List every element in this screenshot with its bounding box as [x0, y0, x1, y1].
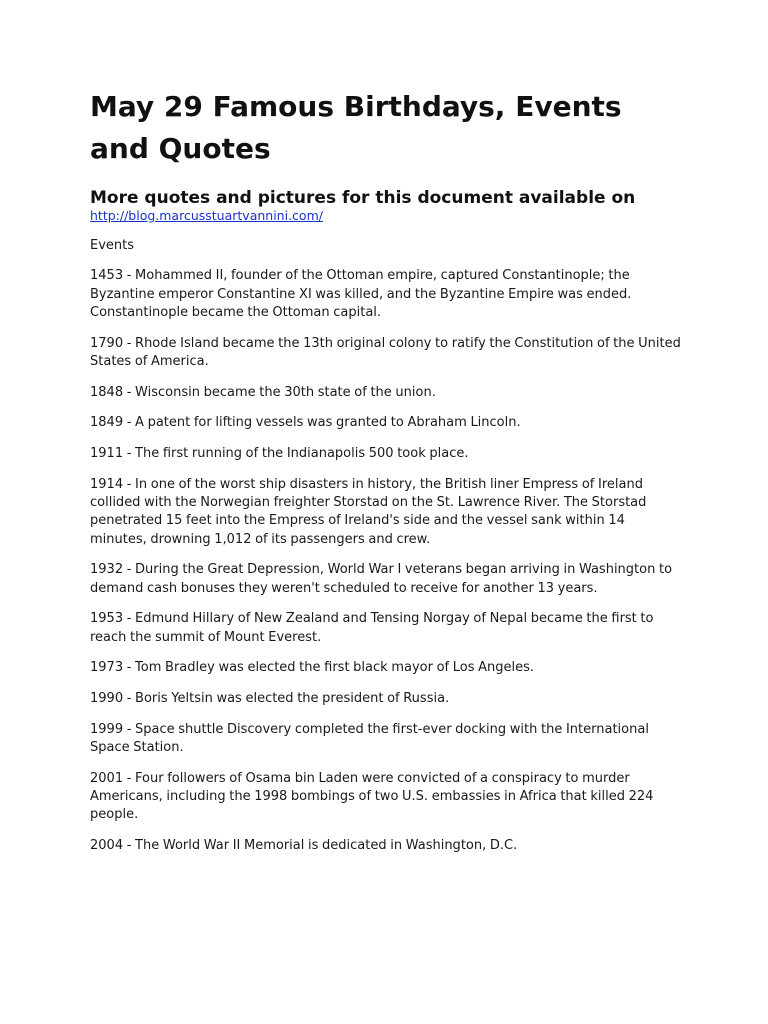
event-item: 2004 - The World War II Memorial is dedicated in Washington, D.C.	[90, 837, 518, 853]
section-label-events: Events	[90, 238, 135, 253]
event-item: 1790 - Rhode Island became the 13th original colony to ratify the Constitution of the United States of America.	[90, 335, 681, 369]
event-item: 1914 - In one of the worst ship disasters in history, the British liner Empress of Ireland collided with the Norwegian freighter Storstad on the St. Lawrence River. The Storstad penetrated 15 feet into the Empress of Ireland's side and the vessel sank within 14 minutes, drowning 1,012 of its passengers and crew.	[90, 476, 647, 547]
document-page	[90, 86, 685, 855]
event-item: 1453 - Mohammed II, founder of the Ottoman empire, captured Constantinople; the Byzantine emperor Constantine XI was killed, and the Byzantine Empire was ended. Constantinople became the Ottoman capital.	[90, 268, 632, 320]
blog-link[interactable]: http://blog.marcusstuartvannini.com/	[90, 208, 323, 223]
page-subtitle: More quotes and pictures for this document available on	[90, 188, 636, 208]
event-item: 1999 - Space shuttle Discovery completed the first-ever docking with the International Space Station.	[90, 721, 649, 755]
event-item: 1973 - Tom Bradley was elected the first black mayor of Los Angeles.	[90, 660, 535, 676]
page-title: May 29 Famous Birthdays, Events and Quotes	[90, 90, 622, 165]
event-item: 1953 - Edmund Hillary of New Zealand and Tensing Norgay of Nepal became the first to reach the summit of Mount Everest.	[90, 611, 654, 645]
event-item: 1990 - Boris Yeltsin was elected the president of Russia.	[90, 690, 450, 706]
event-item: 1849 - A patent for lifting vessels was granted to Abraham Lincoln.	[90, 415, 521, 431]
events-list	[90, 267, 685, 855]
event-item: 1848 - Wisconsin became the 30th state of the union.	[90, 384, 436, 400]
event-item: 2001 - Four followers of Osama bin Laden were convicted of a conspiracy to murder Americans, including the 1998 bombings of two U.S. embassies in Africa that killed 224 people.	[90, 770, 654, 823]
event-item: 1932 - During the Great Depression, World War I veterans began arriving in Washington to demand cash bonuses they weren't scheduled to receive for another 13 years.	[90, 562, 673, 596]
event-item: 1911 - The first running of the Indianapolis 500 took place.	[90, 446, 469, 462]
